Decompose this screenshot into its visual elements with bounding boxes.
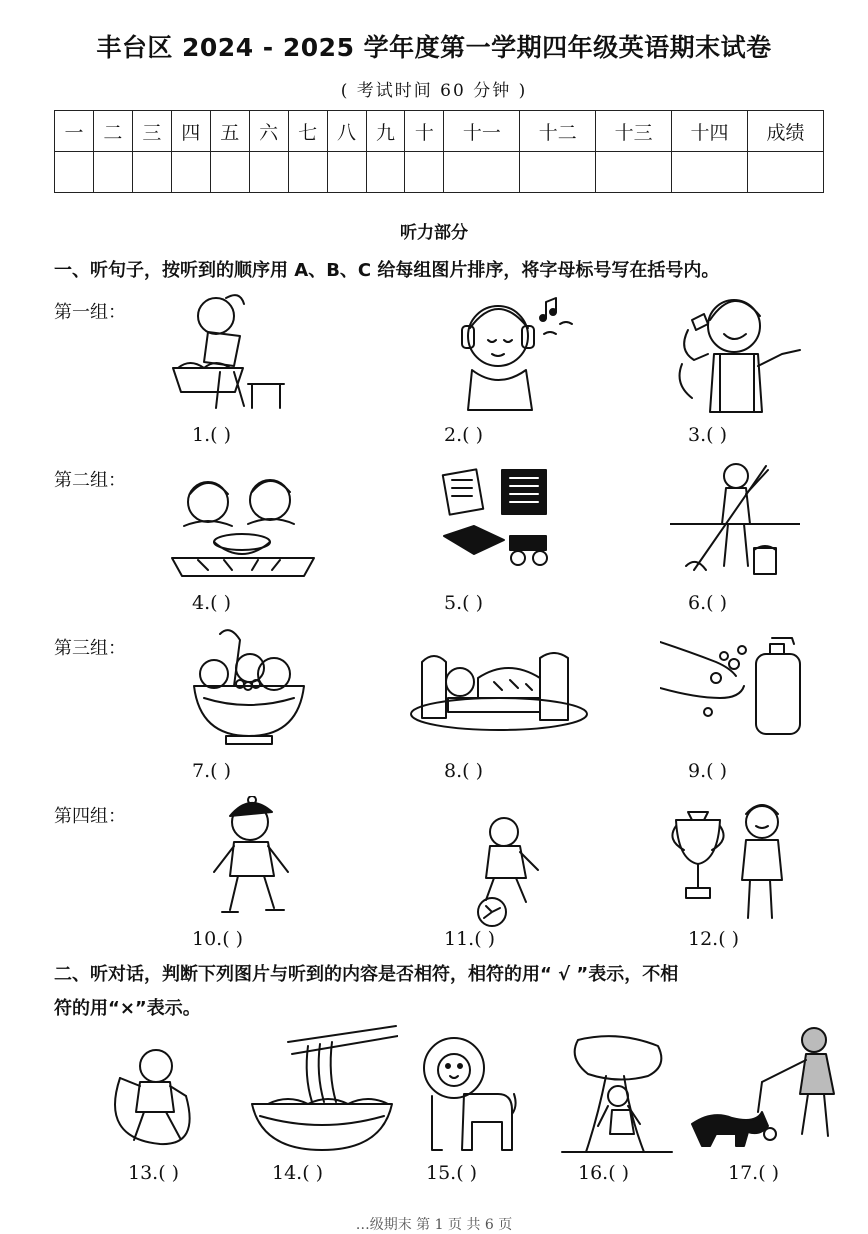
noodles-bowl-picture bbox=[248, 1012, 398, 1152]
score-col-6: 六 bbox=[249, 111, 288, 152]
girl-walking-dog-picture bbox=[686, 1024, 852, 1150]
score-col-10: 十 bbox=[405, 111, 444, 152]
man-on-phone-picture bbox=[668, 290, 818, 416]
score-col-14: 十四 bbox=[672, 111, 748, 152]
listening-section-title: 听力部分 bbox=[400, 223, 468, 243]
answer-16[interactable]: 16.( ) bbox=[578, 1162, 630, 1184]
score-cell[interactable] bbox=[210, 152, 249, 193]
score-cell[interactable] bbox=[249, 152, 288, 193]
boy-listening-music-picture bbox=[460, 290, 580, 416]
score-table-header-row bbox=[55, 111, 824, 152]
boy-jumping-rope-picture bbox=[104, 1040, 200, 1150]
score-cell[interactable] bbox=[55, 152, 94, 193]
answer-14[interactable]: 14.( ) bbox=[272, 1162, 324, 1184]
score-col-7: 七 bbox=[288, 111, 327, 152]
answer-11[interactable]: 11.( ) bbox=[444, 928, 496, 950]
group-3-label: 第三组： bbox=[54, 638, 126, 659]
score-cell[interactable] bbox=[327, 152, 366, 193]
lion-picture bbox=[418, 1034, 518, 1154]
score-cell[interactable] bbox=[93, 152, 132, 193]
kids-eating-picture bbox=[168, 474, 318, 584]
exam-title: 丰台区 2024 - 2025 学年度第一学期四年级英语期末试卷 bbox=[96, 33, 772, 62]
group-2-label: 第二组： bbox=[54, 470, 126, 491]
answer-2[interactable]: 2.( ) bbox=[444, 424, 483, 446]
score-cell[interactable] bbox=[748, 152, 824, 193]
part2-instruction-line1: 二、听对话，判断下列图片与听到的内容是否相符，相符的用“ √ ”表示，不相 bbox=[54, 964, 679, 985]
answer-15[interactable]: 15.( ) bbox=[426, 1162, 478, 1184]
books-and-games-picture bbox=[436, 466, 566, 584]
answer-5[interactable]: 5.( ) bbox=[444, 592, 483, 614]
score-col-9: 九 bbox=[366, 111, 405, 152]
girl-with-trophy-picture bbox=[670, 800, 800, 928]
answer-3[interactable]: 3.( ) bbox=[688, 424, 727, 446]
answer-8[interactable]: 8.( ) bbox=[444, 760, 483, 782]
score-col-1: 一 bbox=[55, 111, 94, 152]
exam-duration: ( 考试时间 60 分钟 ) bbox=[340, 81, 528, 101]
score-col-12: 十二 bbox=[520, 111, 596, 152]
group-4-label: 第四组： bbox=[54, 806, 126, 827]
score-col-total: 成绩 bbox=[748, 111, 824, 152]
score-cell[interactable] bbox=[366, 152, 405, 193]
washing-hands-picture bbox=[660, 628, 808, 744]
page-footer: …级期末 第 1 页 共 6 页 bbox=[355, 1217, 513, 1233]
answer-17[interactable]: 17.( ) bbox=[728, 1162, 780, 1184]
score-table bbox=[54, 110, 824, 193]
score-col-3: 三 bbox=[132, 111, 171, 152]
score-cell[interactable] bbox=[444, 152, 520, 193]
score-col-11: 十一 bbox=[444, 111, 520, 152]
score-table-entry-row[interactable] bbox=[55, 152, 824, 193]
child-sleeping-in-bed-picture bbox=[410, 652, 588, 732]
score-col-4: 四 bbox=[171, 111, 210, 152]
score-col-2: 二 bbox=[93, 111, 132, 152]
score-cell[interactable] bbox=[405, 152, 444, 193]
score-cell[interactable] bbox=[171, 152, 210, 193]
answer-10[interactable]: 10.( ) bbox=[192, 928, 244, 950]
part1-instruction: 一、听句子，按听到的顺序用 A、B、C 给每组图片排序，将字母标号写在括号内。 bbox=[54, 260, 720, 281]
score-cell[interactable] bbox=[520, 152, 596, 193]
answer-1[interactable]: 1.( ) bbox=[192, 424, 231, 446]
boy-playing-football-picture bbox=[470, 816, 554, 928]
answer-13[interactable]: 13.( ) bbox=[128, 1162, 180, 1184]
score-cell[interactable] bbox=[672, 152, 748, 193]
girl-washing-clothes-picture bbox=[168, 288, 288, 418]
answer-7[interactable]: 7.( ) bbox=[192, 760, 231, 782]
score-col-5: 五 bbox=[210, 111, 249, 152]
boy-ice-skating-picture bbox=[208, 796, 298, 924]
score-cell[interactable] bbox=[596, 152, 672, 193]
boy-mopping-floor-picture bbox=[670, 458, 800, 580]
fruit-bowl-picture bbox=[190, 624, 308, 748]
answer-12[interactable]: 12.( ) bbox=[688, 928, 740, 950]
answer-6[interactable]: 6.( ) bbox=[688, 592, 727, 614]
child-climbing-tree-picture bbox=[558, 1032, 678, 1156]
answer-9[interactable]: 9.( ) bbox=[688, 760, 727, 782]
score-cell[interactable] bbox=[132, 152, 171, 193]
score-col-13: 十三 bbox=[596, 111, 672, 152]
answer-4[interactable]: 4.( ) bbox=[192, 592, 231, 614]
score-cell[interactable] bbox=[288, 152, 327, 193]
part2-instruction-line2: 符的用“×”表示。 bbox=[54, 998, 201, 1019]
score-col-8: 八 bbox=[327, 111, 366, 152]
group-1-label: 第一组： bbox=[54, 302, 126, 323]
